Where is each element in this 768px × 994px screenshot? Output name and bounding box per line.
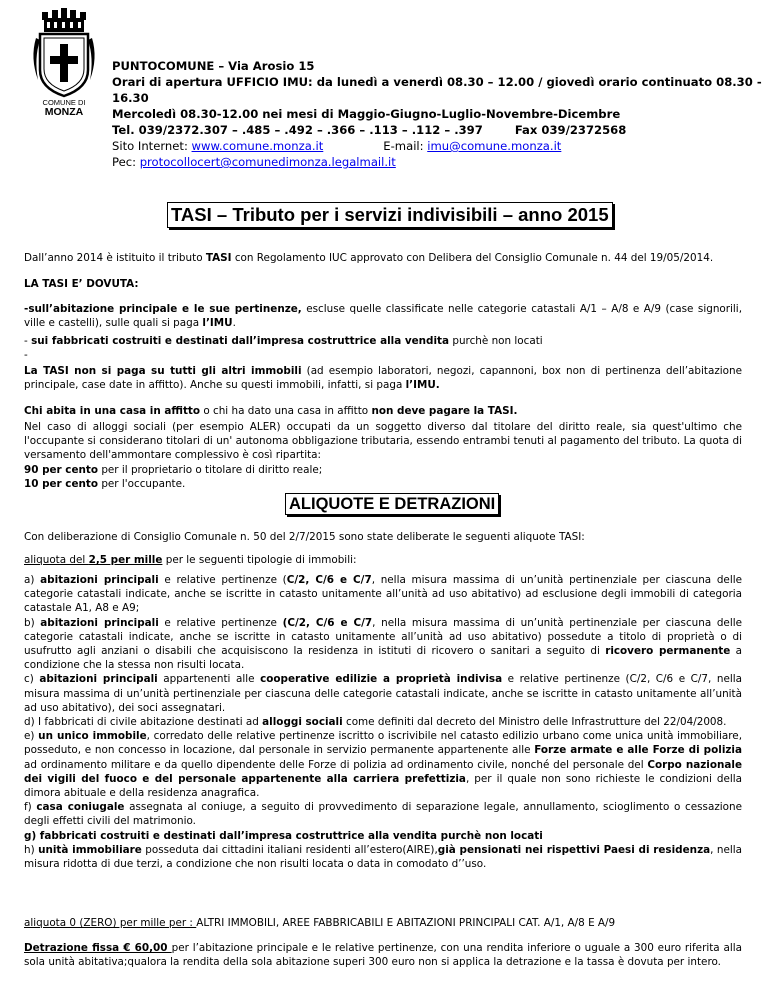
item-b-text3: a condizione che la stessa non risulti locata. — [24, 645, 742, 672]
item-e-text: , corredato delle relative pertinenze iscritto o iscrivibile nel catasto edilizio urbano come unica unità immobiliare, posseduto, e non concesso in locazione, dal personale in servizio permanente appartenente alle — [24, 730, 743, 757]
item-e-forze: Forze armate e alle Forze di polizia — [534, 744, 743, 757]
item-a-cat: C/2, C/6 e C/7 — [286, 574, 372, 586]
item-e — [24, 729, 742, 800]
aliq1-text: per le seguenti tipologie di immobili: — [162, 554, 357, 566]
p5-90-text: per il proprietario o titolare di diritto reale; — [98, 463, 323, 476]
p2-dash2: - — [24, 349, 28, 362]
item-e-letter: e) — [24, 730, 39, 743]
summer-hours: Mercoledì 08.30-12.00 nei mesi di Maggio-Giugno-Luglio-Novembre-Dicembre — [112, 107, 621, 121]
item-h-bold: unità immobiliare — [38, 843, 142, 856]
item-e-text3: , per il quale non sono richieste le condizioni della dimora abituale e della residenza anagrafica. — [24, 772, 743, 800]
item-c-bold: abitazioni principali — [39, 673, 158, 686]
p4-bold-end: non deve pagare la TASI. — [371, 405, 518, 417]
item-b-ricovero: ricovero permanente — [605, 645, 731, 658]
comune-monza-logo — [24, 8, 104, 116]
immobili-list — [24, 573, 742, 871]
aliquota-zero — [24, 916, 742, 930]
item-b-cat: (C/2, C/6 e C/7 — [282, 616, 373, 629]
p4-text: o chi ha dato una casa in affitto — [200, 405, 372, 417]
p5-text: Nel caso di alloggi sociali (per esempio ALER) occupati da un soggetto diverso dal titolare del diritto reale, sia quest'ultimo che l'occupante si considerano titolari di un' autonoma obbligazione tributaria, essendo entrambi tenuti al pagamento del tributo. La quota di versamento dell'ammontare complessivo è così ripartita: — [24, 421, 742, 462]
p5-line2 — [24, 477, 742, 491]
p1-imu: l’IMU — [202, 317, 233, 330]
p3-imu: l’IMU. — [405, 379, 440, 392]
item-g-bold: g) fabbricati costruiti e destinati dall’impresa costruttrice alla vendita purchè non locati — [24, 829, 543, 842]
p1-text: escluse quelle classificate nelle categorie catastali A/1 – A/8 e A/9 (case signorili, ville e castelli), sulle quali si paga — [24, 303, 743, 330]
item-d — [24, 715, 742, 729]
phone-numbers: Tel. 039/2372.307 – .485 – .492 – .366 – .113 – .112 – .397 — [112, 123, 483, 137]
item-b-letter: b) — [24, 616, 41, 629]
p1-bold: -sull’abitazione principale e le sue pertinenze, — [24, 303, 302, 315]
item-h-pensionati: già pensionati nei rispettivi Paesi di residenza — [437, 843, 711, 856]
intro-text-end: con Regolamento IUC approvato con Delibera del Consiglio Comunale n. 44 del 19/05/2014. — [231, 252, 714, 264]
item-e-text2: ad ordinamento militare e da quello dipendente delle Forze di polizia ad ordinamento civile, nonché del personale del — [24, 758, 648, 771]
email-label: E-mail: — [383, 139, 428, 153]
document-title: TASI – Tributo per i servizi indivisibili – anno 2015 — [167, 202, 613, 228]
dovuta-heading: LA TASI E’ DOVUTA: — [24, 278, 139, 290]
detr-label: Detrazione fissa € 60,00 — [24, 942, 172, 954]
aliquota-2-5 — [24, 553, 742, 567]
contact-header — [112, 58, 762, 170]
aliq1-label: aliquota del — [24, 554, 89, 566]
office-hours: Orari di apertura UFFICIO IMU: da lunedì a venerdì 08.30 – 12.00 / giovedì orario continuato 08.30 - 16.30 — [112, 75, 762, 105]
p2-text: purchè non locati — [449, 335, 543, 347]
intro-tasi: TASI — [205, 252, 232, 264]
item-b-text2: , nella misura massima di un’unità pertinenziale per ciascuna delle categorie catastali indicate, anche se iscritte in catasto unitamente all’unità ad uso abitativo) possedute a titolo di proprietà o di usufrutto agli anziani o disabili che acquisiscono la residenza in istituti di ricovero o sanitari a seguito di — [24, 616, 742, 658]
p3-text: (ad esempio laboratori, negozi, capannoni, box non di pertinenza dell’abitazione principale, case date in affitto). Anche su questi immobili, infatti, si paga — [24, 365, 742, 392]
paragraph-altri-immobili — [24, 364, 742, 392]
logo-line1: COMUNE DI — [42, 98, 86, 107]
intro-paragraph — [24, 251, 742, 265]
item-d-bold: alloggi sociali — [262, 716, 343, 729]
p5-10-text: per l'occupante. — [98, 477, 186, 490]
site-label: Sito Internet: — [112, 139, 192, 153]
item-c-text2: e relative pertinenze (C/2, C/6 e C/7, nella misura massima di un’unità pertinenziale per ciascuna delle categorie catastali indicate, anche se iscritte in catasto unitamente all’unità ad uso abitativo), dei soci assegnatari. — [24, 673, 742, 714]
item-c-letter: c) — [24, 673, 40, 686]
item-h-text: posseduta dai cittadini italiani residenti all’estero(AIRE), — [141, 843, 438, 856]
detrazione — [24, 941, 742, 969]
pec-link[interactable]: protocollocert@comunedimonza.legalmail.it — [139, 155, 396, 169]
item-h-letter: h) — [24, 843, 39, 856]
web-line — [112, 138, 762, 154]
item-g — [24, 829, 742, 843]
aliq1-value: 2,5 per mille — [88, 554, 163, 566]
item-a-bold: abitazioni principali — [40, 574, 159, 586]
item-f-bold: casa coniugale — [36, 801, 125, 814]
pec-label: Pec: — [112, 155, 140, 169]
p1-dot: . — [232, 317, 236, 330]
item-e-bold: un unico immobile — [38, 730, 147, 743]
p3-bold: La TASI non si paga su tutti gli altri immobili — [24, 365, 302, 377]
p4-bold: Chi abita in una casa in affitto — [24, 405, 201, 417]
p2-bold: sui fabbricati costruiti e destinati dall’impresa costruttrice alla vendita — [31, 335, 450, 347]
item-b-text: e relative pertinenze — [158, 616, 283, 629]
p5-10: 10 per cento — [24, 477, 99, 490]
logo-line2: MONZA — [44, 106, 84, 116]
p5-line1 — [24, 463, 742, 477]
aliq0-label: aliquota 0 (ZERO) per mille per : — [24, 917, 197, 929]
paragraph-abitazione — [24, 302, 742, 330]
item-c-text: appartenenti alle — [157, 673, 261, 686]
item-c-coop: cooperative edilizie a proprietà indivisa — [260, 673, 503, 686]
item-a-text2: , nella misura massima di un’unità pertinenziale per ciascuna delle categorie catastali indicate, anche se iscritte in catasto unitamente all’unità ad uso abitativo) ad esclusione degli immobili di categoria catastale A1, A8 e A9; — [24, 574, 742, 615]
item-a-text: e relative pertinenze ( — [158, 574, 287, 586]
intro-text: Dall’anno 2014 è istituito il tributo — [24, 252, 206, 264]
office-address: PUNTOCOMUNE – Via Arosio 15 — [112, 59, 315, 73]
item-f — [24, 800, 742, 828]
item-d-text2: come definiti dal decreto del Ministro delle Infrastrutture del 22/04/2008. — [342, 716, 727, 729]
item-h-text2: , nella misura ridotta di due terzi, a condizione che non risulti locata o data in comodato d’’uso. — [24, 843, 742, 871]
item-f-letter: f) — [24, 801, 37, 814]
item-a — [24, 573, 742, 616]
coat-of-arms-icon — [24, 8, 104, 116]
detr-text: per l’abitazione principale e le relative pertinenze, con una rendita inferiore o uguale a 300 euro riferita alla sola unità abitativa;qualora la rendita della sola abitazione superi 300 euro non si applica la detrazione e la tassa è dovuta per intero. — [24, 942, 742, 969]
item-a-letter: a) — [24, 574, 41, 586]
section-title: ALIQUOTE E DETRAZIONI — [285, 493, 499, 515]
paragraph-fabbricati — [24, 334, 742, 362]
paragraph-alloggi-sociali — [24, 420, 742, 491]
p2-dash: - — [24, 335, 32, 347]
email-link[interactable]: imu@comune.monza.it — [427, 139, 562, 153]
item-e-corpo: Corpo nazionale dei vigili del fuoco e del personale appartenente alla carriera prefettizia — [24, 758, 742, 785]
phone-fax-line — [112, 122, 762, 138]
item-b — [24, 616, 742, 673]
item-h — [24, 843, 742, 871]
paragraph-affitto — [24, 404, 742, 418]
site-link[interactable]: www.comune.monza.it — [191, 139, 324, 153]
item-f-text: assegnata al coniuge, a seguito di provvedimento di separazione legale, annullamento, scioglimento o cessazione degli effetti civili del matrimonio. — [24, 801, 742, 828]
p5-90: 90 per cento — [24, 463, 99, 476]
aliq0-text: ALTRI IMMOBILI, AREE FABBRICABILI E ABITAZIONI PRINCIPALI CAT. A/1, A/8 E A/9 — [196, 917, 616, 929]
item-b-bold: abitazioni principali — [40, 616, 159, 629]
deliberazione: Con deliberazione di Consiglio Comunale n. 50 del 2/7/2015 sono state deliberate le seguenti aliquote TASI: — [24, 531, 585, 543]
pec-line — [112, 154, 762, 170]
item-c — [24, 672, 742, 715]
item-d-text: d) I fabbricati di civile abitazione destinati ad — [24, 716, 263, 729]
fax-number: Fax 039/2372568 — [514, 123, 627, 137]
